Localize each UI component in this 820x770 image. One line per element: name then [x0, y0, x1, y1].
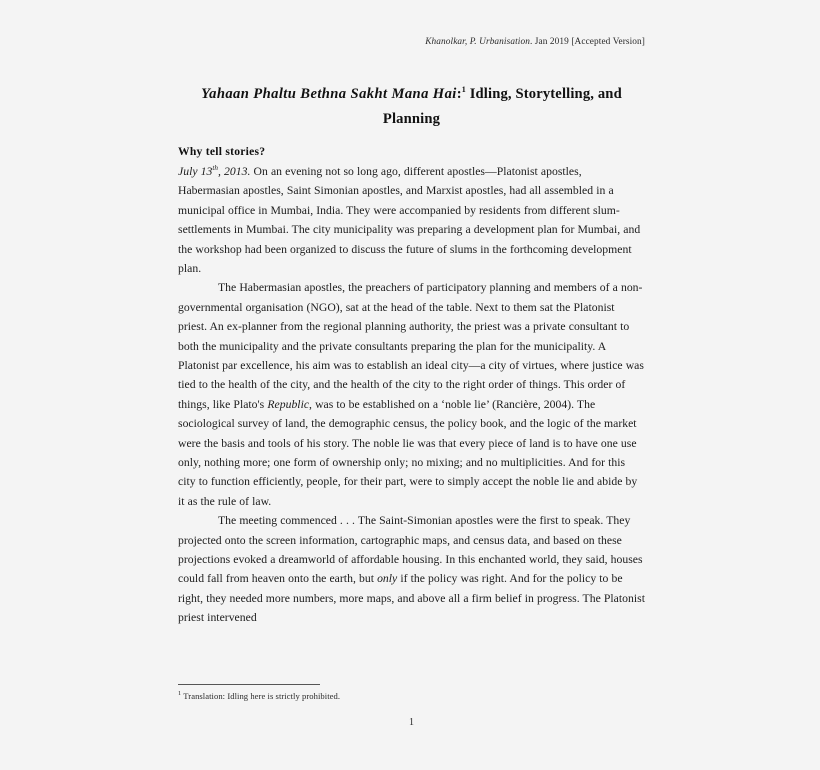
paragraph-2-part-a: The Habermasian apostles, the preachers of participatory planning and members of a non-governmental organisation (NGO), sat at the head of the table. Next to them sat the Platonist priest. An ex-planner from the regional planning authority, the priest was a private consultant to both the municipality and the private consultants preparing the plan for the municipality. A Platonist par excellence, his aim was to establish an ideal city—a city of virtues, where justice was tied to the health of the city, and the health of the city to the right order of things. This order of things, like Plato's	[178, 281, 644, 411]
running-header-author: Khanolkar, P.	[425, 37, 477, 47]
paragraph-1	[178, 162, 645, 278]
date-month-day: July 13	[178, 164, 213, 178]
paragraph-2-part-b: , was to be established on a ‘noble lie’ (Rancière, 2004). The sociological survey of land, the demographic census, the policy book, and the logic of the market were the basis and tools of his story. The noble lie was that every piece of land is to have one use only, nothing more; one form of ownership only; no mixing; and no multiplicities. And for this city to function efficiently, people, for their part, were to simply accept the noble lie and abide by it as the rule of law.	[178, 397, 638, 508]
title-footnote-marker: 1	[461, 84, 466, 94]
date-ordinal-suffix: th	[212, 164, 219, 173]
paragraph-1-date	[178, 165, 250, 178]
running-header-journal: Urbanisation	[479, 37, 530, 47]
title-subtitle: Idling, Storytelling, and Planning	[382, 85, 622, 128]
running-header-meta: . Jan 2019 [Accepted Version]	[529, 37, 645, 47]
paragraph-2	[178, 278, 645, 511]
footnote-marker: 1	[178, 690, 182, 698]
footnote-area	[178, 684, 645, 702]
paragraph-3	[178, 511, 645, 627]
page-number: 1	[409, 717, 414, 728]
title-transliterated-phrase: Yahaan Phaltu Bethna Sakht Mana Hai	[201, 85, 457, 102]
running-header	[178, 36, 645, 48]
page-title	[178, 82, 645, 133]
body-column	[178, 142, 645, 628]
section-heading: Why tell stories?	[178, 145, 266, 158]
emphasis-only: only	[377, 572, 398, 586]
footnote-1	[178, 690, 645, 702]
footnote-separator-rule	[178, 684, 320, 685]
paragraph-3-part-b: if the policy was right. And for the policy to be right, they needed more numbers, more maps, and above all a firm belief in progress. The Platonist priest intervened	[178, 572, 645, 625]
date-year: , 2013.	[218, 164, 251, 178]
paragraph-1-body: On an evening not so long ago, different apostles—Platonist apostles, Habermasian apostles, Saint Simonian apostles, and Marxist apostles, had all assembled in a municipal office in Mumbai, India. They were accompanied by residents from different slum-settlements in Mumbai. The city municipality was preparing a development plan for Mumbai, and the workshop had been organized to discuss the future of slums in the forthcoming development plan.	[178, 164, 641, 275]
title-colon: :	[456, 85, 462, 102]
paragraph-3-part-a: The meeting commenced . . . The Saint-Simonian apostles were the first to speak. They projected onto the screen information, cartographic maps, and census data, and based on these projections evoked a dreamworld of affordable housing. In this enchanted world, they said, houses could fall from heaven onto the earth, but	[178, 514, 643, 586]
footnote-text: Translation: Idling here is strictly prohibited.	[181, 691, 341, 701]
book-title-republic: Republic	[267, 397, 310, 411]
